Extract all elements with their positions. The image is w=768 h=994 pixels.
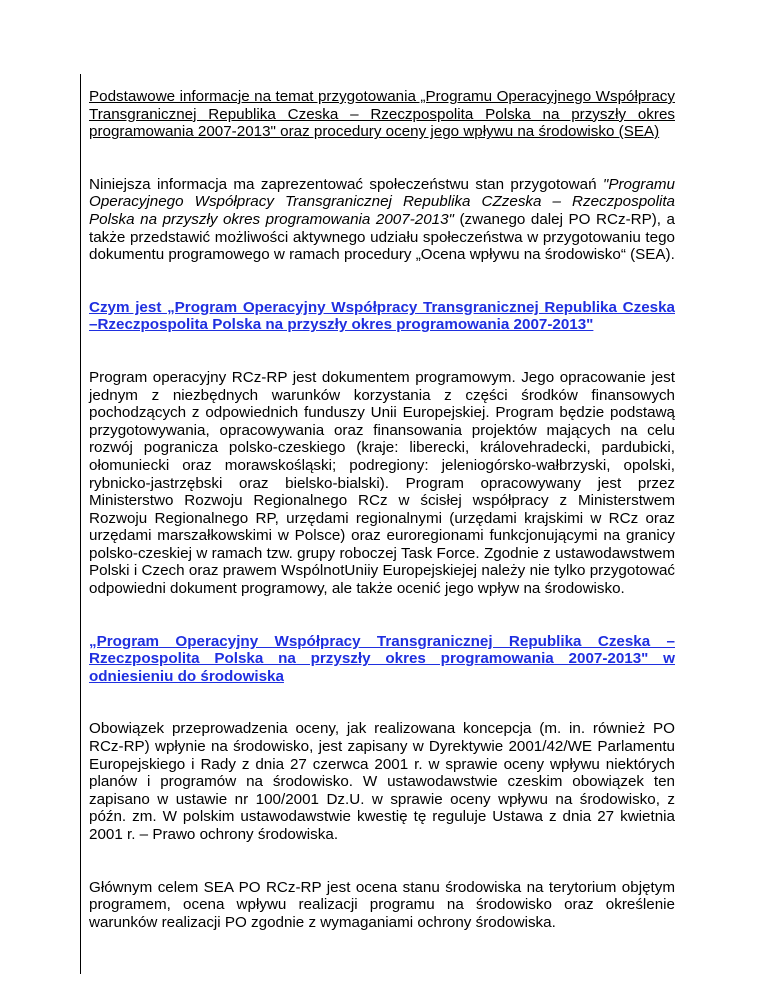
- intro-paragraph: [89, 176, 675, 264]
- document-title: Podstawowe informacje na temat przygotowania „Programu Operacyjnego Współpracy Transgranicznej Republika Czeska – Rzeczpospolita Polska na przyszły okres programowania 2007-2013" oraz procedury oceny jego wpływu na środowisko (SEA): [89, 88, 675, 141]
- section-heading-program: Czym jest „Program Operacyjny Współpracy Transgranicznej Republika Czeska –Rzeczpospolita Polska na przyszły okres programowania 2007-2013": [89, 298, 675, 334]
- margin-rule: [80, 74, 81, 974]
- paragraph-program-description: Program operacyjny RCz-RP jest dokumentem programowym. Jego opracowanie jest jednym z niezbędnych warunków korzystania z części środków finansowych pochodzących z odpowiednich funduszy Unii Europejskiej. Program będzie podstawą przygotowywania, opracowywania oraz finansowania projektów mających na celu rozwój pogranicza polsko-czeskiego (kraje: liberecki, královehradecki, pardubicki, ołomuniecki oraz morawskośląski; podregiony: jeleniogórsko-wałbrzyski, opolski, rybnicko-jastrzębski oraz bielsko-bialski). Program opracowywany jest przez Ministerstwo Rozwoju Regionalnego RCz w ścisłej współpracy z Ministerstwem Rozwoju Regionalnego RP, urzędami regionalnymi (urzędami krajskimi w RCz oraz urzędami marszałkowskimi w Polsce) oraz euroregionami funkcjonującymi na granicy polsko-czeskiej w ramach tzw. grupy roboczej Task Force. Zgodnie z ustawodawstwem Polski i Czech oraz prawem WspólnotUniiy Europejskiejej należy nie tylko przygotować odpowiedni dokument programowy, ale także ocenić jego wpływ na środowisko.: [89, 368, 675, 598]
- section-heading-environment: „Program Operacyjny Współpracy Transgranicznej Republika Czeska – Rzeczpospolita Polska na przyszły okres programowania 2007-2013" w odniesieniu do środowiska: [89, 632, 675, 685]
- document-body: [89, 88, 675, 931]
- paragraph-assessment-obligation: Obowiązek przeprowadzenia oceny, jak realizowana koncepcja (m. in. również PO RCz-RP) wpłynie na środowisko, jest zapisany w Dyrektywie 2001/42/WE Parlamentu Europejskiego i Rady z dnia 27 czerwca 2001 r. w sprawie oceny wpływu niektórych planów i programów na środowisko. W ustawodawstwie czeskim obowiązek ten zapisano w ustawie nr 100/2001 Dz.U. w sprawie oceny wpływu na środowisko, z późn. zm. W polskim ustawodawstwie kwestię tę reguluje Ustawa z dnia 27 kwietnia 2001 r. – Prawo ochrony środowiska.: [89, 720, 675, 843]
- paragraph-sea-goal: Głównym celem SEA PO RCz-RP jest ocena stanu środowiska na terytorium objętym programem, ocena wpływu realizacji programu na środowisko oraz określenie warunków realizacji PO zgodnie z wymaganiami ochrony środowiska.: [89, 878, 675, 931]
- intro-text-start: Niniejsza informacja ma zaprezentować społeczeństwu stan przygotowań: [89, 175, 603, 193]
- intro-program-name: "Programu Operacyjnego Współpracy Transgranicznej Republika CZzeska – Rzeczpospolita Polska na przyszły okres programowania 2007-2013": [89, 175, 675, 228]
- intro-text-end: (zwanego dalej PO RCz-RP), a także przedstawić możliwości aktywnego udziału społeczeństwa w przygotowaniu tego dokumentu programowego w ramach procedury „Ocena wpływu na środowisko“ (SEA).: [89, 210, 675, 264]
